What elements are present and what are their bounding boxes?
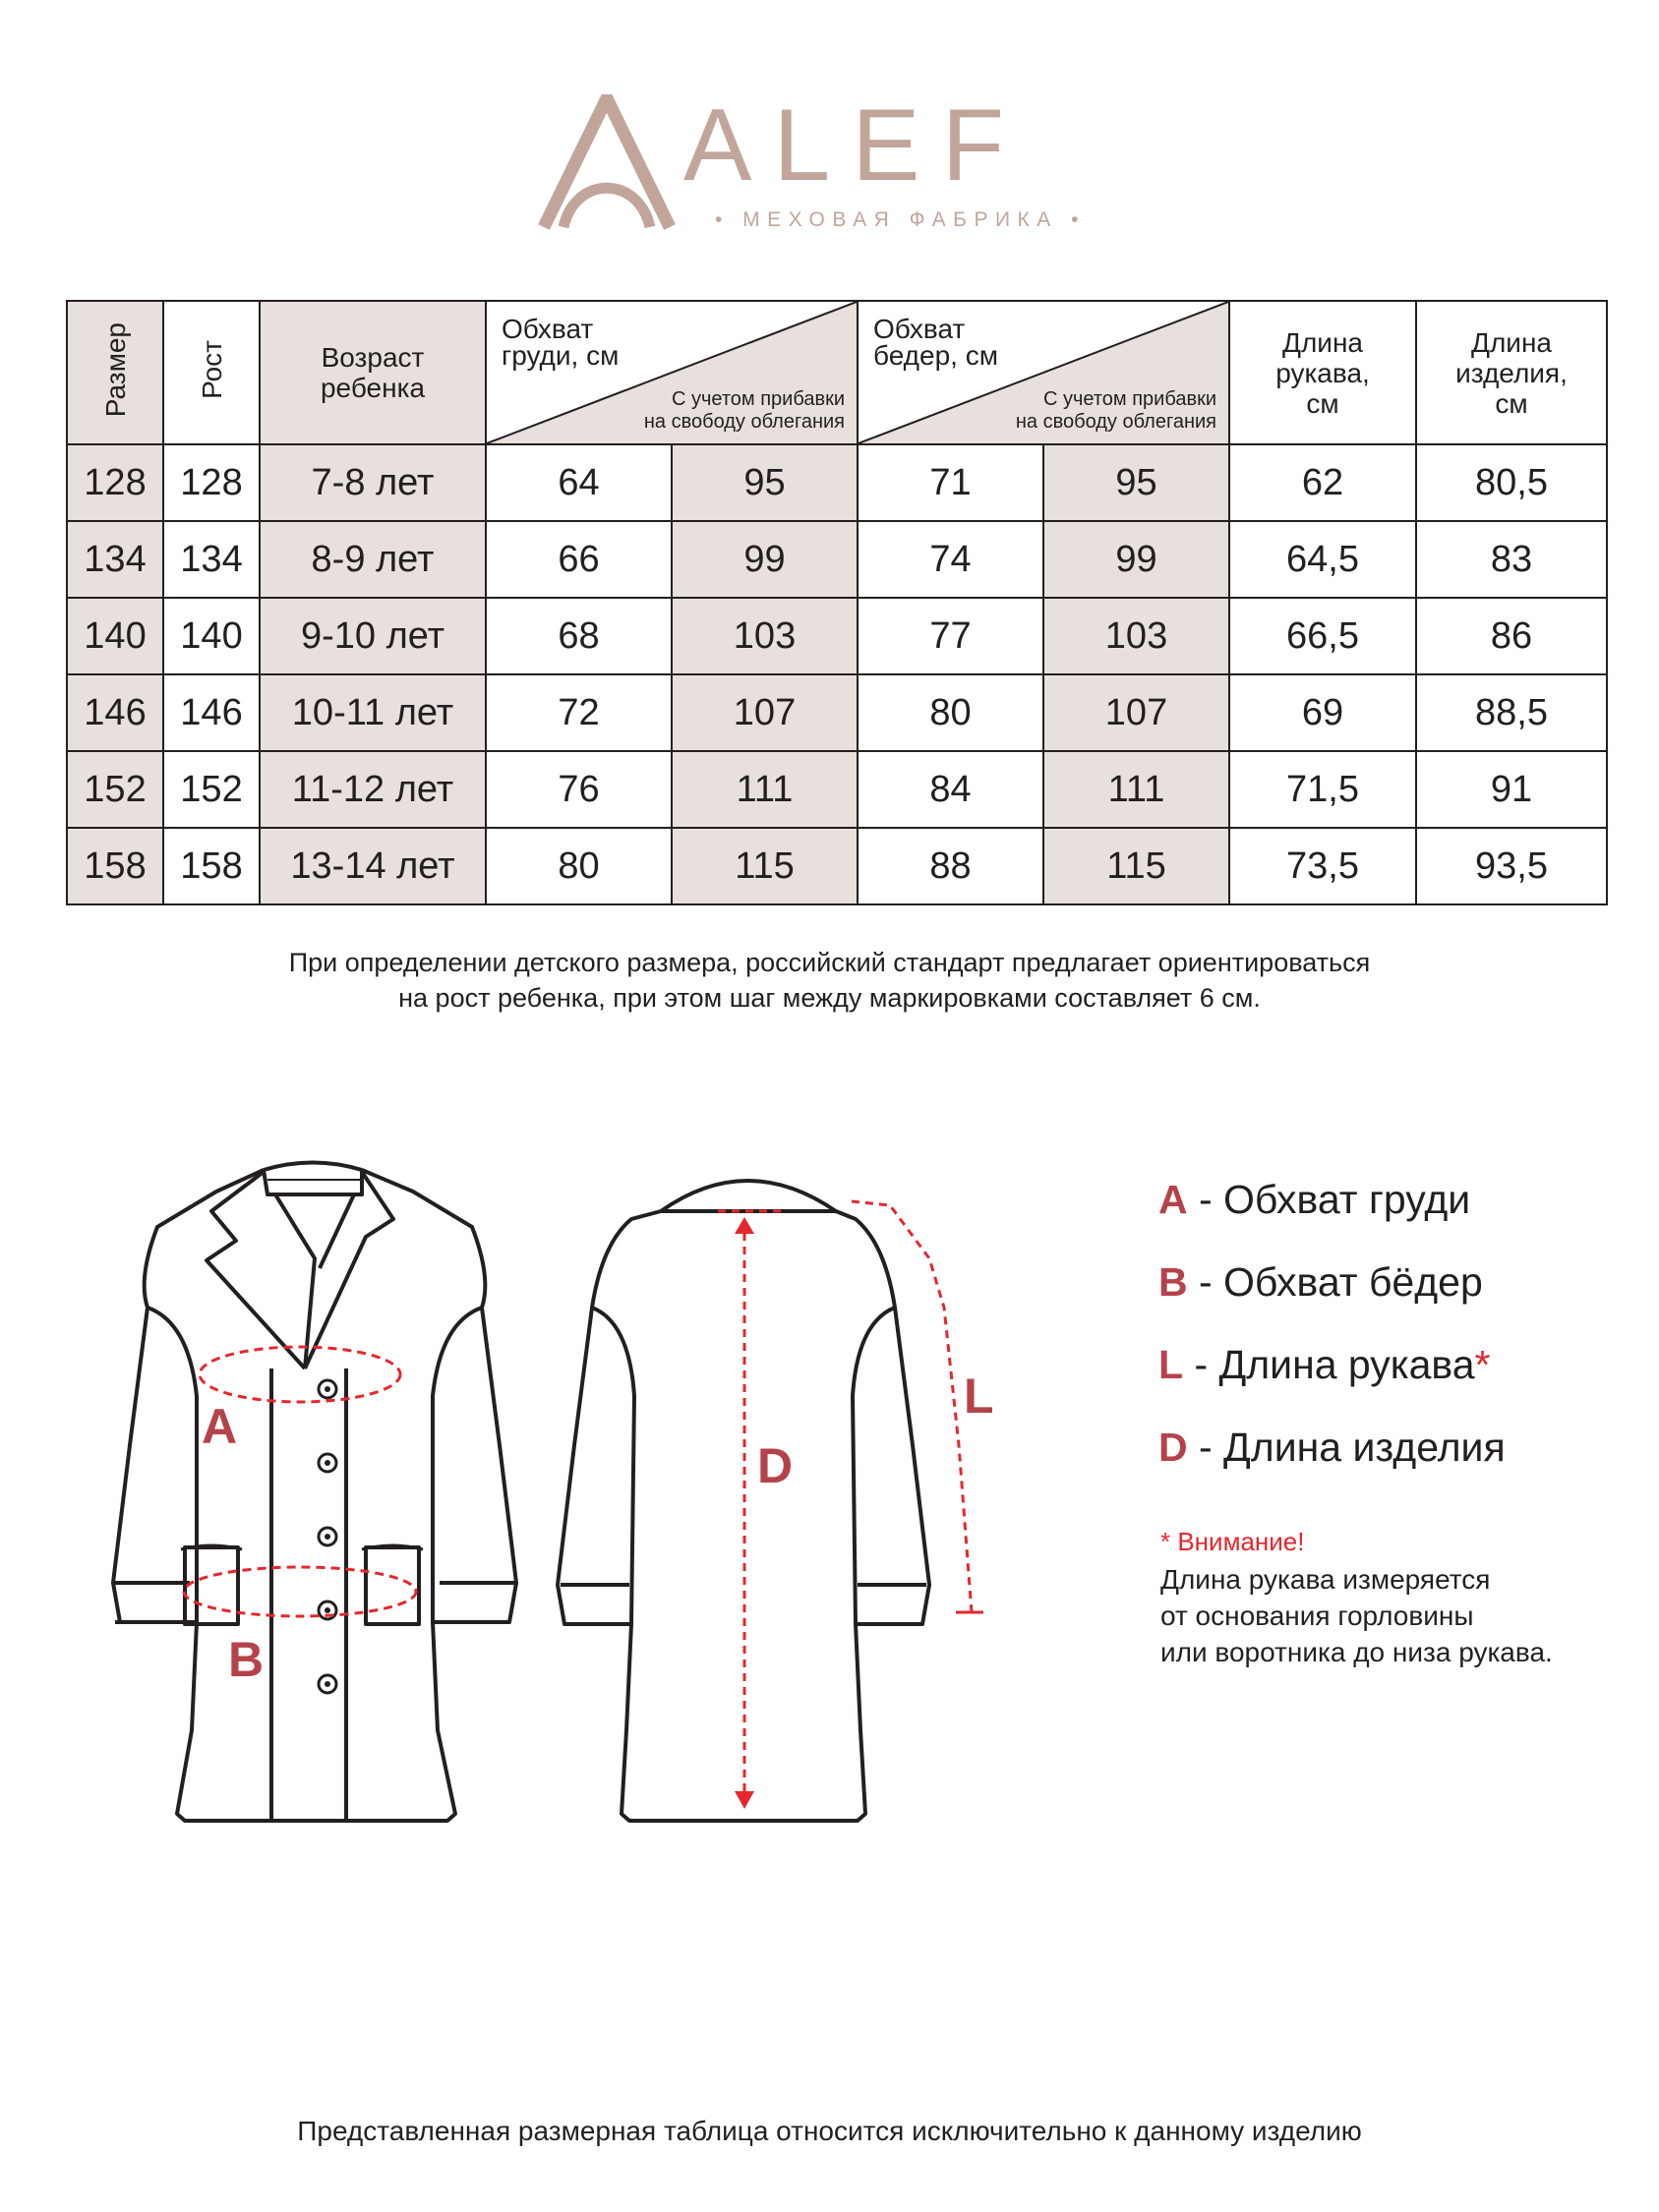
table-cell: 10-11 лет bbox=[260, 674, 486, 751]
table-cell: 74 bbox=[858, 521, 1043, 598]
table-cell: 152 bbox=[163, 751, 260, 828]
header-sleeve: Длина рукава, см bbox=[1229, 301, 1416, 444]
header-chest-title: Обхват груди, см bbox=[502, 314, 620, 371]
table-cell: 13-14 лет bbox=[260, 828, 486, 904]
table-cell: 128 bbox=[67, 444, 163, 521]
table-cell: 158 bbox=[67, 828, 163, 904]
table-cell: 64 bbox=[486, 444, 672, 521]
table-row bbox=[67, 828, 1607, 904]
header-age: Возраст ребенка bbox=[260, 301, 486, 444]
table-cell: 93,5 bbox=[1416, 828, 1607, 904]
logo-mark-icon bbox=[536, 94, 683, 232]
warning-title: * Внимание! bbox=[1160, 1527, 1305, 1556]
table-cell: 73,5 bbox=[1229, 828, 1416, 904]
table-cell: 62 bbox=[1229, 444, 1416, 521]
chest-measure-line bbox=[200, 1347, 400, 1402]
table-cell: 69 bbox=[1229, 674, 1416, 751]
brand-name: ALEF bbox=[683, 88, 1027, 203]
table-cell: 115 bbox=[1043, 828, 1229, 904]
table-body bbox=[67, 444, 1607, 904]
table-row bbox=[67, 521, 1607, 598]
table-cell: 103 bbox=[1043, 598, 1229, 674]
table-cell: 84 bbox=[858, 751, 1043, 828]
table-cell: 11-12 лет bbox=[260, 751, 486, 828]
table-cell: 88 bbox=[858, 828, 1043, 904]
table-cell: 134 bbox=[67, 521, 163, 598]
table-cell: 146 bbox=[163, 674, 260, 751]
legend-item-d: D - Длина изделия bbox=[1158, 1425, 1506, 1470]
table-cell: 99 bbox=[1043, 521, 1229, 598]
table-cell: 146 bbox=[67, 674, 163, 751]
table-row bbox=[67, 598, 1607, 674]
diagram-label-d: D bbox=[757, 1438, 794, 1493]
table-cell: 80 bbox=[858, 674, 1043, 751]
table-cell: 152 bbox=[67, 751, 163, 828]
table-cell: 8-9 лет bbox=[260, 521, 486, 598]
warning-text: Длина рукава измеряется от основания горловины или воротника до низа рукава. bbox=[1160, 1564, 1553, 1667]
table-cell: 95 bbox=[1043, 444, 1229, 521]
table-cell: 88,5 bbox=[1416, 674, 1607, 751]
brand-logo bbox=[536, 88, 1146, 242]
table-cell: 66,5 bbox=[1229, 598, 1416, 674]
table-cell: 71 bbox=[858, 444, 1043, 521]
table-cell: 111 bbox=[672, 751, 858, 828]
diagram-label-l: L bbox=[964, 1368, 994, 1424]
table-cell: 107 bbox=[672, 674, 858, 751]
header-chest bbox=[486, 301, 858, 444]
header-hips-ease: С учетом прибавки на свободу облегания bbox=[1015, 388, 1216, 433]
diagram-label-b: B bbox=[228, 1632, 265, 1687]
table-cell: 72 bbox=[486, 674, 672, 751]
table-cell: 77 bbox=[858, 598, 1043, 674]
header-hips bbox=[858, 301, 1229, 444]
table-cell: 95 bbox=[672, 444, 858, 521]
table-row bbox=[67, 444, 1607, 521]
legend-item-b: B - Обхват бёдер bbox=[1158, 1259, 1483, 1305]
table-cell: 91 bbox=[1416, 751, 1607, 828]
table-cell: 76 bbox=[486, 751, 672, 828]
table-cell: 99 bbox=[672, 521, 858, 598]
size-table bbox=[66, 300, 1608, 905]
sleeve-measure-line bbox=[852, 1201, 972, 1612]
coat-diagram bbox=[0, 1131, 1659, 1897]
table-cell: 80,5 bbox=[1416, 444, 1607, 521]
table-cell: 64,5 bbox=[1229, 521, 1416, 598]
table-cell: 140 bbox=[67, 598, 163, 674]
table-cell: 71,5 bbox=[1229, 751, 1416, 828]
legend-item-a: A - Обхват груди bbox=[1158, 1177, 1471, 1222]
table-cell: 9-10 лет bbox=[260, 598, 486, 674]
table-cell: 68 bbox=[486, 598, 672, 674]
diagram-label-a: A bbox=[202, 1399, 238, 1454]
table-cell: 103 bbox=[672, 598, 858, 674]
table-cell: 158 bbox=[163, 828, 260, 904]
table-row bbox=[67, 751, 1607, 828]
table-cell: 7-8 лет bbox=[260, 444, 486, 521]
table-cell: 86 bbox=[1416, 598, 1607, 674]
table-cell: 66 bbox=[486, 521, 672, 598]
table-cell: 134 bbox=[163, 521, 260, 598]
header-hips-title: Обхват бедер, см bbox=[873, 314, 998, 371]
table-row bbox=[67, 674, 1607, 751]
table-cell: 107 bbox=[1043, 674, 1229, 751]
hip-measure-line bbox=[184, 1567, 416, 1616]
table-cell: 128 bbox=[163, 444, 260, 521]
table-cell: 140 bbox=[163, 598, 260, 674]
table-cell: 83 bbox=[1416, 521, 1607, 598]
header-height: Рост bbox=[163, 301, 260, 444]
legend-item-l: L - Длина рукава* bbox=[1158, 1342, 1491, 1387]
header-size: Размер bbox=[67, 301, 163, 444]
table-header-row bbox=[67, 301, 1607, 444]
size-note-line2: на рост ребенка, при этом шаг между маркировками составляет 6 см. bbox=[398, 983, 1261, 1013]
size-note-line1: При определении детского размера, российский стандарт предлагает ориентироваться bbox=[288, 948, 1371, 977]
table-cell: 80 bbox=[486, 828, 672, 904]
brand-tagline: • МЕХОВАЯ ФАБРИКА • bbox=[715, 208, 1086, 231]
table-cell: 115 bbox=[672, 828, 858, 904]
header-chest-ease: С учетом прибавки на свободу облегания bbox=[643, 388, 845, 433]
footer-note: Представленная размерная таблица относится исключительно к данному изделию bbox=[297, 2116, 1362, 2146]
table-cell: 111 bbox=[1043, 751, 1229, 828]
length-measure-line bbox=[718, 1211, 782, 1807]
header-length: Длина изделия, см bbox=[1416, 301, 1607, 444]
